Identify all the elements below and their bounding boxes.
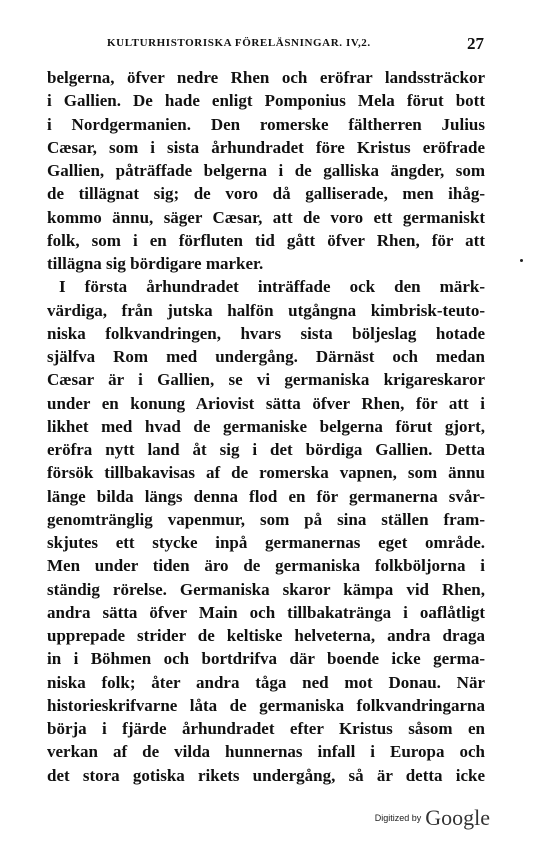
text-line: under en konung Ariovist sätta öfver Rhen, för att i (47, 393, 485, 413)
text-line: historieskrifvarne låta de germaniska folkvandringarna (47, 695, 485, 715)
body-text (47, 66, 485, 787)
text-line: andra sätta öfver Main och tillbakatränga i oaflåtligt (47, 602, 485, 622)
text-line: värdiga, från jutska halfön utgångna kimbrisk-teuto- (47, 300, 485, 320)
text-line: det stora gotiska rikets undergång, så är detta icke (47, 765, 485, 785)
text-line: i Nordgermanien. Den romerske fältherren Julius (47, 114, 485, 134)
text-line: in i Böhmen och bortdrifva där boende icke germa- (47, 649, 485, 669)
text-line: länge bilda längs denna flod en för germanerna svår- (47, 486, 485, 506)
text-line: ständig rörelse. Germaniska skaror kämpa vid Rhen, (47, 579, 485, 599)
text-line: tillägna sig bördigare marker. (47, 254, 264, 273)
digitized-by-watermark (375, 805, 490, 831)
text-line: Cæsar är i Gallien, se vi germaniska krigareskaror (47, 370, 485, 390)
text-line: niska folkvandringen, hvars sista böljeslag hotade (47, 323, 485, 343)
running-head-title: KULTURHISTORISKA FÖRELÄSNINGAR. IV,2. (107, 37, 371, 49)
text-line: likhet med hvad de germaniske belgerna förut gjort, (47, 416, 485, 436)
text-line: folk, som i en förfluten tid gått öfver Rhen, för att (47, 230, 485, 250)
text-line: eröfra nytt land åt sig i det bördiga Gallien. Detta (47, 440, 485, 459)
text-line: skjutes ett stycke inpå germanernas eget område. (47, 533, 485, 552)
running-head (47, 34, 484, 56)
text-line: Men under tiden äro de germaniska folkböljorna i (47, 556, 485, 576)
text-line: kommo ännu, säger Cæsar, att de voro ett germaniskt (47, 207, 485, 227)
text-line: Cæsar, som i sista århundradet före Kristus eröfrade (47, 137, 485, 157)
text-line: i Gallien. De hade enligt Pomponius Mela förut bott (47, 91, 485, 111)
text-line: själfva Rom med undergång. Därnäst och medan (47, 347, 485, 366)
text-line: genomtränglig vapenmur, som på sina ställen fram- (47, 509, 485, 529)
text-line: I första århundradet inträffade ock den märk- (59, 277, 485, 297)
text-line: verkan af de vilda hunnernas infall i Europa och (47, 742, 485, 762)
text-line: Gallien, påträffade belgerna i de galliska ängder, som (47, 161, 485, 180)
text-line: de tillägnat sig; de voro då galliserade, men ihåg- (47, 184, 485, 204)
google-logo: Google (425, 805, 490, 830)
digitized-by-label: Digitized by (374, 813, 422, 823)
text-line: belgerna, öfver nedre Rhen och eröfrar landssträckor (47, 68, 485, 87)
ink-speck (520, 259, 523, 262)
text-line: upprepade strider de keltiske helveterna, andra draga (47, 626, 485, 645)
text-line: börja i fjärde århundradet efter Kristus såsom en (47, 719, 485, 738)
page-number: 27 (467, 34, 484, 53)
text-line: niska folk; åter andra tåga ned mot Donau. När (47, 672, 485, 692)
text-line: försök tillbakavisas af de romerska vapnen, som ännu (47, 463, 485, 483)
